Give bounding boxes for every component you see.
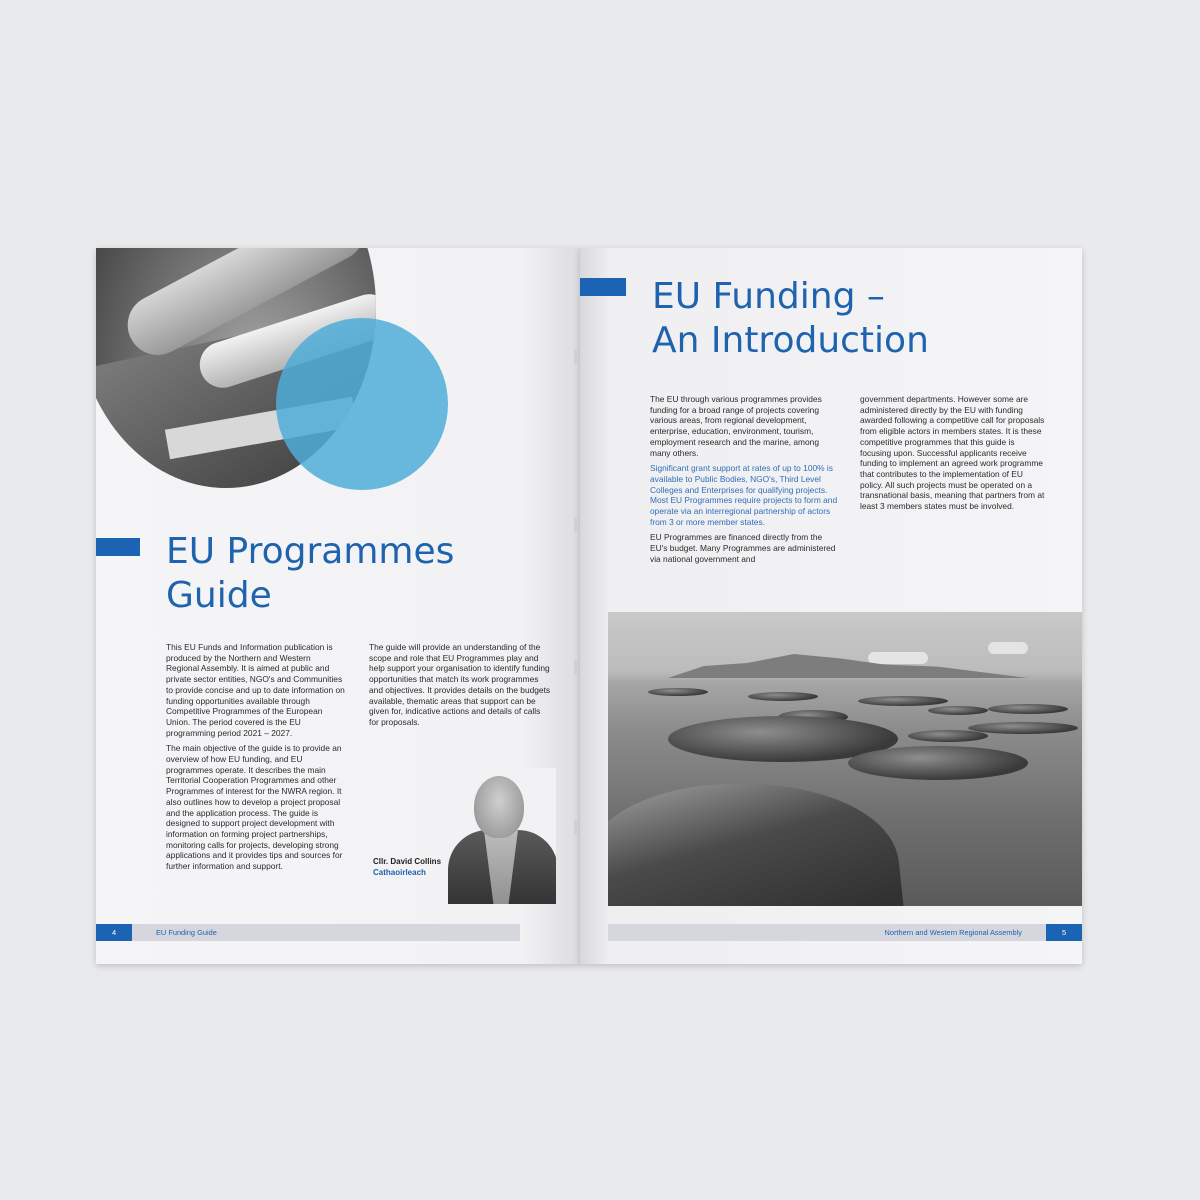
page-footer: [608, 924, 1082, 941]
paragraph: EU Programmes are financed directly from the EU's budget. Many Programmes are administered via national government and: [650, 532, 836, 564]
portrait-photo: [446, 768, 556, 904]
page-title: EU Funding – An Introduction: [652, 276, 929, 361]
page-number: 5: [1046, 924, 1082, 941]
intro-column-2: [860, 394, 1048, 517]
caption-name: Cllr. David Collins: [373, 857, 442, 866]
paragraph: government departments. However some are administered directly by the EU with funding awarded following a competitive call for proposals from eligible actors in members states. It is these competitive programmes that this guide is focusing upon. Successful applicants receive funding to implement an agreed work programme that contributes to the implementation of EU policy. All such projects must be operated on a transnational basis, meaning that partners from at least 3 members states must be involved.: [860, 394, 1045, 512]
brochure-spread: [96, 248, 1082, 964]
page-footer: [96, 924, 520, 941]
title-accent-bar: [96, 538, 140, 556]
highlight-paragraph: Significant grant support at rates of up to 100% is available to Public Bodies, NGO's, Third Level Colleges and Enterprises for qualifying projects. Most EU Programmes require projects to form and operate via an interregional partnership of actors from 3 or more member states.: [650, 463, 838, 527]
right-page: [580, 248, 1082, 964]
portrait-caption: [373, 856, 441, 878]
caption-role: Cathaoirleach: [373, 868, 426, 877]
footer-label: Northern and Western Regional Assembly: [884, 928, 1022, 937]
binding-tabs: [574, 350, 580, 830]
intro-column-2: [369, 642, 551, 733]
blue-circle-graphic: [276, 318, 448, 490]
islands-aerial-photo: [608, 612, 1082, 906]
footer-label: EU Funding Guide: [156, 928, 217, 937]
intro-column-1: [650, 394, 838, 570]
left-page: [96, 248, 580, 964]
intro-column-1: [166, 642, 346, 877]
paragraph: The guide will provide an understanding of the scope and role that EU Programmes play and help support your organisation to identify funding opportunities that match its work programmes and objectives. It provides details on the budgets available, thematic areas that support can be given for, indicative actions and details of calls for proposals.: [369, 642, 551, 727]
paragraph: The main objective of the guide is to provide an overview of how EU funding, and EU programmes operate. It describes the main Territorial Cooperation Programmes and other Programmes of interest for the NWRA region. It also outlines how to develop a project proposal and the application process. The guide is designed to support project development with information on forming project partnerships, monitoring calls for projects, developing strong applications and it provides tips and sources for further information and support.: [166, 743, 343, 872]
paragraph: This EU Funds and Information publication is produced by the Northern and Western Regional Assembly. It is aimed at public and private sector entities, NGO's and Communities to provide concise and up to date information on funding opportunities available through Competitive Programmes of the European Union. The period covered is the EU programming period 2021 – 2027.: [166, 642, 345, 738]
title-accent-bar: [580, 278, 626, 296]
page-number: 4: [96, 924, 132, 941]
paragraph: The EU through various programmes provides funding for a broad range of projects covering various areas, from regional development, enterprise, education, environment, tourism, employment research and the marine, among many others.: [650, 394, 822, 458]
page-title: EU Programmes Guide: [166, 531, 455, 616]
